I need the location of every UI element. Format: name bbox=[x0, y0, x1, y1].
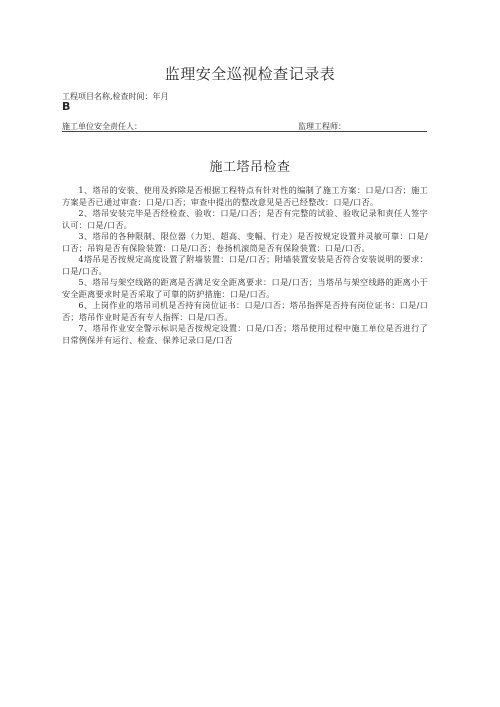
inspection-item-1: 1、塔吊的安装、使用及拆除是否根据工程特点有针对性的编制了施工方案：口是/口否；施工方案是否已通过审查：口是/口否；审查中提出的整改意见是否已经整改：口是/口否。 bbox=[62, 185, 428, 207]
project-info-line: 工程项目名称,检查时间：年月 bbox=[62, 92, 169, 101]
inspection-item-4: 4塔吊是否按规定高度设置了附墙装置：口是/口否；附墙装置安装是否符合安装说明的要求：口是/口否。 bbox=[62, 254, 428, 276]
inspection-item-7: 7、塔吊作业安全警示标识是否按规定设置：口是/口否；塔吊使用过程中施工单位是否进行了日常例保并有运行、检查、保养记录口是/口否 bbox=[62, 323, 428, 345]
inspection-item-6: 6、上岗作业的塔吊司机是否持有岗位证书：口是/口否；塔吊指挥是否持有岗位证书：口是/口否；塔吊作业时是否有专人指挥：口是/口否。 bbox=[62, 300, 428, 322]
inspection-item-3: 3、塔吊的各种限制、限位器（力矩、超高、变幅、行走）是否按规定设置并灵敏可靠：口是/口否；吊钩是否有保险装置：口是/口否；卷扬机滚筒是否有保险装置：口是/口否。 bbox=[62, 231, 428, 253]
document-title: 监理安全巡视检查记录表 bbox=[164, 65, 336, 83]
inspection-items bbox=[62, 185, 428, 346]
contractor-safety-officer-label: 施工单位安全责任人： bbox=[62, 122, 142, 131]
inspection-item-5: 5、塔吊与架空线路的距离是否满足安全距离要求：口是/口否；当塔吊与架空线路的距离小于安全距离要求时是否采取了可靠的防护措施：口是/口否。 bbox=[62, 277, 428, 299]
section-title: 施工塔吊检查 bbox=[209, 160, 291, 175]
signature-line bbox=[62, 120, 427, 132]
supervising-engineer-label: 监理工程师： bbox=[298, 122, 346, 131]
grade-mark: B bbox=[62, 100, 71, 113]
inspection-item-2: 2、塔吊安装完毕是否经检查、验收：口是/口否；是否有完整的试验、验收记录和责任人签字认可：口是/口否。 bbox=[62, 208, 428, 230]
